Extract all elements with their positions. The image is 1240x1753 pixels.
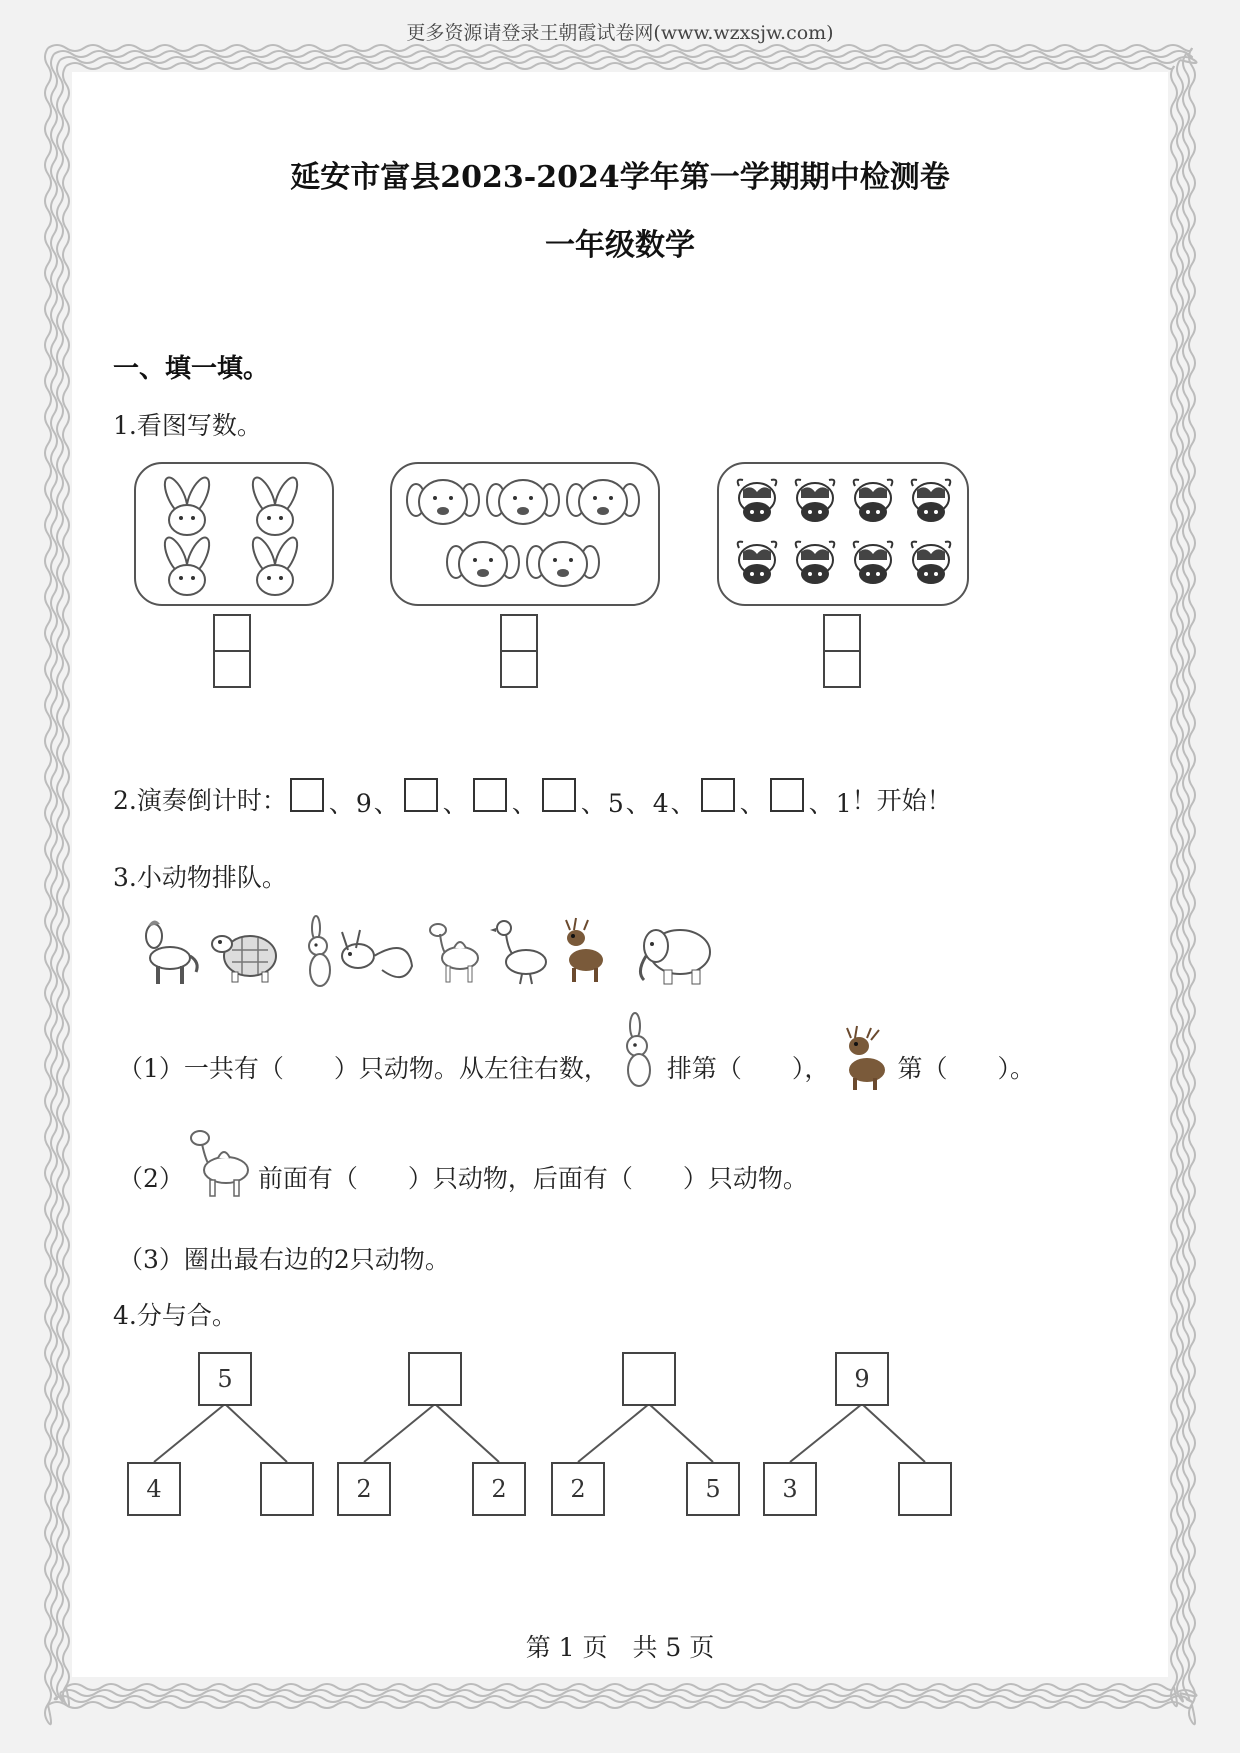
dog-icon: [527, 542, 599, 586]
rabbit-card: [134, 462, 334, 606]
q2-sequence: [287, 778, 852, 820]
dog-card: [390, 462, 660, 606]
dog-group: [392, 464, 658, 604]
cow-card: [717, 462, 969, 606]
bond-top-box[interactable]: [622, 1352, 676, 1406]
countdown-number: 5: [607, 789, 624, 818]
countdown-blank-box[interactable]: [542, 778, 576, 812]
countdown-blank-box[interactable]: [404, 778, 438, 812]
countdown-separator: 、: [580, 789, 606, 818]
countdown-number: 1: [835, 789, 852, 818]
countdown-blank-box[interactable]: [290, 778, 324, 812]
camel-icon: [188, 1122, 252, 1202]
countdown-blank-box[interactable]: [473, 778, 507, 812]
bond-left-box: 3: [763, 1462, 817, 1516]
countdown-separator: 、: [442, 789, 468, 818]
cow-icon: [912, 480, 951, 522]
dog-icon: [407, 480, 479, 524]
squirrel-icon: [342, 930, 412, 977]
camel-icon: [430, 924, 478, 982]
q3-label: 3.小动物排队。: [113, 863, 287, 892]
q3-sub1-text-a: （1）一共有（ ）只动物。从左往右数，: [118, 1054, 609, 1083]
countdown-separator: 、: [670, 789, 696, 818]
bond-left-box: 2: [551, 1462, 605, 1516]
goose-icon: [490, 921, 546, 984]
horse-icon: [146, 920, 197, 984]
q3-sub1-text-b: 排第（ ），: [666, 1054, 830, 1083]
turtle-icon: [212, 936, 276, 982]
rabbit-group: [136, 464, 332, 604]
countdown-separator: 、: [739, 789, 765, 818]
q1-label: 1.看图写数。: [113, 411, 262, 440]
q3-sub3: （3）圈出最右边的2只动物。: [118, 1245, 450, 1274]
rabbit-icon: [248, 534, 301, 595]
rabbit-icon: [613, 1012, 663, 1092]
cow-icon: [738, 480, 777, 522]
countdown-blank-box[interactable]: [770, 778, 804, 812]
deer-icon: [833, 1022, 893, 1092]
cow-icon: [796, 542, 835, 584]
q1-answer-box-dogs[interactable]: [500, 614, 538, 688]
countdown-separator: 、: [373, 789, 399, 818]
rabbit-icon: [160, 474, 213, 535]
countdown-number: 4: [652, 789, 669, 818]
bond-right-box: 2: [472, 1462, 526, 1516]
q2-label: 2.演奏倒计时：: [113, 786, 287, 815]
section-title: 一、填一填。: [113, 354, 270, 384]
q4-label: 4.分与合。: [113, 1301, 237, 1330]
dog-icon: [447, 542, 519, 586]
animal-row: [140, 910, 800, 990]
q3-sub2: [118, 1152, 808, 1202]
q2-ending: ！开始！: [851, 786, 952, 815]
countdown-separator: 、: [808, 789, 834, 818]
site-note: 更多资源请登录王朝霞试卷网(www.wzxsjw.com): [406, 22, 834, 44]
rabbit-icon: [248, 474, 301, 535]
exam-title: 延安市富县2023-2024学年第一学期期中检测卷: [290, 160, 950, 195]
countdown-separator: 、: [625, 789, 651, 818]
q3-sub1-text-c: 第（ ）。: [897, 1054, 1035, 1083]
cow-icon: [796, 480, 835, 522]
cow-icon: [854, 480, 893, 522]
bond-left-box: 2: [337, 1462, 391, 1516]
bond-right-box: 5: [686, 1462, 740, 1516]
cow-icon: [854, 542, 893, 584]
countdown-blank-box[interactable]: [701, 778, 735, 812]
bond-top-box[interactable]: [408, 1352, 462, 1406]
cow-group: [719, 464, 967, 604]
q3-sub1: [118, 1042, 1035, 1092]
dog-icon: [487, 480, 559, 524]
q1-answer-box-cows[interactable]: [823, 614, 861, 688]
countdown-number: 9: [355, 789, 372, 818]
q1-answer-box-rabbits[interactable]: [213, 614, 251, 688]
elephant-icon: [640, 930, 710, 984]
bond-top-box: 5: [198, 1352, 252, 1406]
cow-icon: [912, 542, 951, 584]
cow-icon: [738, 542, 777, 584]
rabbit-icon: [309, 916, 330, 986]
q3-sub2-text-a: （2）: [118, 1164, 184, 1193]
q2-line: [113, 778, 952, 820]
page-footer: 第 1 页 共 5 页: [525, 1633, 715, 1662]
rabbit-icon: [160, 534, 213, 595]
dog-icon: [567, 480, 639, 524]
deer-icon: [566, 918, 603, 982]
bond-top-box: 9: [835, 1352, 889, 1406]
bond-right-box[interactable]: [260, 1462, 314, 1516]
q3-sub2-text-b: 前面有（ ）只动物，后面有（ ）只动物。: [257, 1164, 808, 1193]
countdown-separator: 、: [511, 789, 537, 818]
exam-subtitle: 一年级数学: [545, 228, 695, 263]
bond-right-box[interactable]: [898, 1462, 952, 1516]
bond-left-box: 4: [127, 1462, 181, 1516]
countdown-separator: 、: [328, 789, 354, 818]
